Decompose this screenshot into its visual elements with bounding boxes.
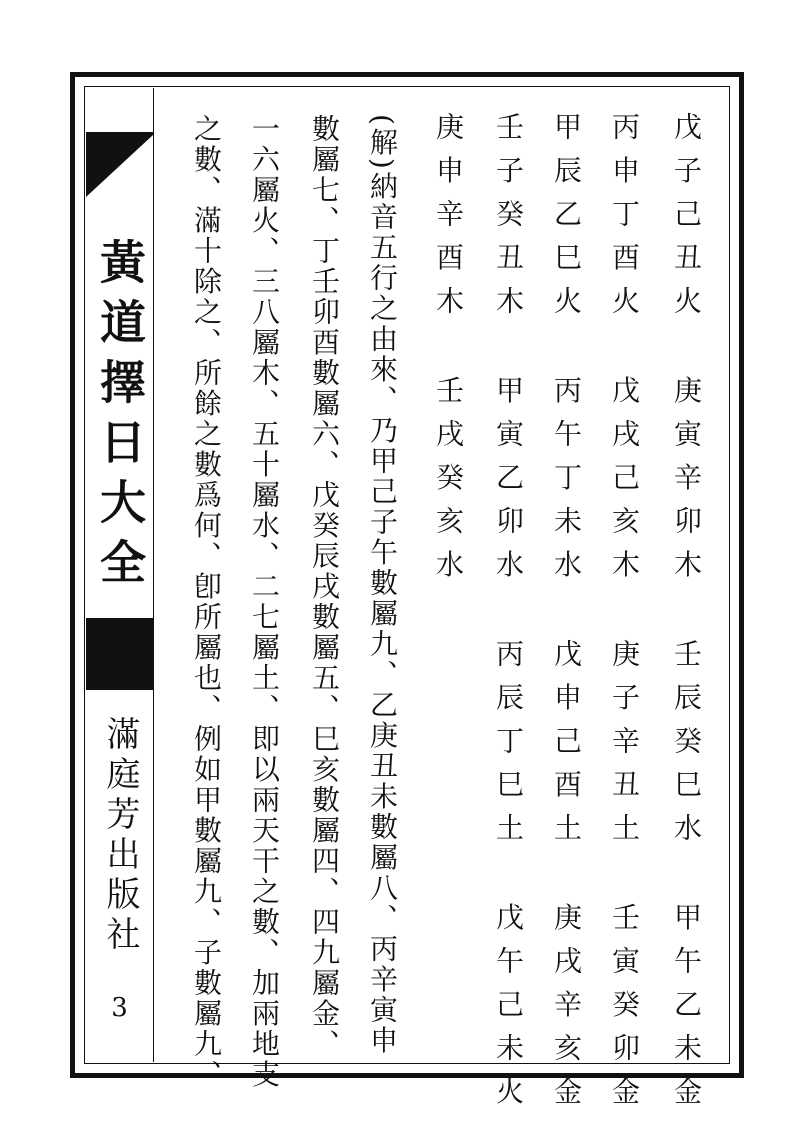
explanation-line-4: 之數、滿十除之、所餘之數爲何、卽所屬也、例如甲數屬九、子數屬九、 [190, 114, 223, 1090]
publisher-name: 滿庭芳出版社 [100, 716, 140, 956]
table-column-5 [426, 112, 470, 593]
table-cell: 戊午己未火 [492, 902, 525, 1120]
table-column-3 [544, 112, 588, 1120]
table-cell: 庚申辛酉木 [432, 112, 465, 330]
table-column-4 [486, 112, 530, 1120]
table-column-2 [602, 112, 646, 1120]
explanation-line-1: (解)納音五行之由來、乃甲己子午數屬九、乙庚丑未數屬八、丙辛寅申 [366, 114, 399, 1056]
spine-black-block [86, 618, 153, 690]
table-cell: 庚戌辛亥金 [550, 902, 583, 1120]
table-column-1 [664, 112, 708, 1120]
table-cell: 丙午丁未水 [550, 375, 583, 593]
table-cell: 丙申丁酉火 [608, 112, 641, 330]
table-cell: 戊戌己亥木 [608, 375, 641, 593]
table-cell: 甲辰乙巳火 [550, 112, 583, 330]
table-cell: 壬子癸丑木 [492, 112, 525, 330]
spine-column [86, 88, 154, 1062]
explanation-line-2: 數屬七、丁壬卯酉數屬六、戊癸辰戌數屬五、巳亥數屬四、四九屬金、 [308, 114, 341, 1060]
page-number: 3 [111, 993, 128, 1023]
table-cell: 戊申己酉土 [550, 639, 583, 857]
table-cell: 戊子己丑火 [670, 112, 703, 330]
table-cell: 甲午乙未金 [670, 902, 703, 1120]
table-cell: 丙辰丁巳土 [492, 639, 525, 857]
table-cell: 壬戌癸亥水 [432, 375, 465, 593]
table-cell: 甲寅乙卯水 [492, 375, 525, 593]
table-cell: 庚子辛丑土 [608, 639, 641, 857]
spine-fishtail-mark [86, 135, 153, 197]
book-title: 黃道擇日大全 [93, 238, 147, 598]
table-cell: 庚寅辛卯木 [670, 375, 703, 593]
table-cell: 壬寅癸卯金 [608, 902, 641, 1120]
table-cell: 壬辰癸巳水 [670, 639, 703, 857]
explanation-line-3: 一六屬火、三八屬木、五十屬水、二七屬土、即以兩天干之數、加兩地支 [248, 114, 281, 1090]
